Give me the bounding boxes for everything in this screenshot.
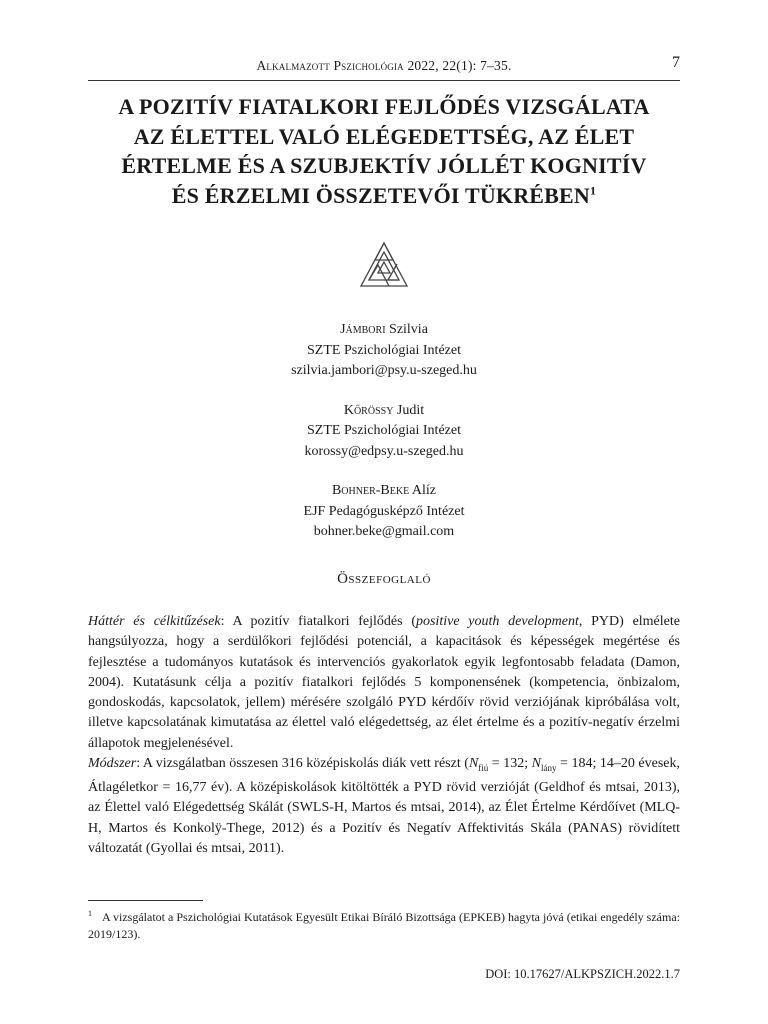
author-affiliation: SZTE Pszichológiai Intézet — [307, 423, 461, 438]
text-run: = 132; — [488, 756, 532, 772]
n-subscript: fiú — [478, 762, 489, 773]
author-email[interactable]: bohner.beke@gmail.com — [313, 524, 455, 539]
author-email[interactable]: korossy@edpsy.u-szeged.hu — [304, 443, 464, 459]
article-title — [70, 92, 698, 210]
author-email[interactable]: szilvia.jambori@psy.u-szeged.hu — [291, 363, 477, 378]
n-symbol: N — [531, 756, 542, 772]
term: positive youth development — [415, 614, 579, 629]
author-given-name: Judit — [396, 402, 425, 418]
text-run: = 184; 14–20 évesek, Átlagéletkor = 16,77 év). A középiskolások kitöltötték a PYD rövid verzióját (Geldhof és mtsai, 2013), az Élettel való Elégedettség Skálát (SWLS-H, Martos és mtsai, 2014), az Élet Értelme Kérdőívet (MLQ-H, Martos és Konkolÿ-Thege, 2012) és a Pozitív és Negatív Affektivitás Skála (PANAS) rövidített változatát (Gyollai és mtsai, 2011). — [88, 756, 681, 857]
author-name — [88, 481, 680, 502]
author-surname: Bohner-Beke — [331, 483, 410, 498]
running-header — [88, 54, 680, 81]
author-affiliation: SZTE Pszichológiai Intézet — [307, 342, 461, 358]
abstract-heading: Összefoglaló — [337, 571, 431, 587]
footnote-mark: 1 — [88, 909, 92, 918]
title-line: AZ ÉLETTEL VALÓ ELÉGEDETTSÉG, AZ ÉLET — [133, 123, 635, 149]
author-name — [88, 401, 680, 422]
title-line — [70, 181, 698, 211]
author-block — [88, 320, 680, 562]
n-subscript: lány — [541, 762, 557, 773]
title-line: ÉRTELME ÉS A SZUBJEKTÍV JÓLLÉT KOGNITÍV — [121, 153, 647, 178]
title-footnote-mark: 1 — [590, 183, 597, 198]
author-given-name: Szilvia — [389, 322, 428, 337]
abstract-paragraph-background — [88, 612, 680, 754]
author-affiliation: EJF Pedagógusképző Intézet — [303, 503, 465, 519]
doi[interactable]: DOI: 10.17627/ALKPSZICH.2022.1.7 — [485, 967, 680, 981]
journal-citation: Alkalmazott Pszichológia 2022, 22(1): 7–35. — [256, 58, 512, 73]
n-symbol: N — [468, 756, 479, 772]
text-run: : A vizsgálatban összesen 316 középiskolás diák vett részt ( — [136, 756, 469, 772]
page-number: 7 — [672, 54, 680, 71]
author-surname: Jámbori — [340, 322, 386, 337]
author — [88, 481, 680, 543]
author-surname: Kőrössy — [343, 402, 394, 418]
abstract-body — [88, 612, 680, 859]
section-label: Háttér és célkitűzések — [88, 614, 221, 629]
footnote-rule — [88, 900, 203, 901]
author — [88, 320, 680, 382]
footnote — [88, 906, 680, 942]
author — [88, 401, 680, 463]
author-given-name: Alíz — [411, 483, 437, 498]
title-line-text: ÉS ÉRZELMI ÖSSZETEVŐI TÜKRÉBEN — [171, 182, 591, 208]
footnote-text: A vizsgálatot a Pszichológiai Kutatások Egyesült Etikai Bíráló Bizottsága (EPKEB) hagyta jóvá (etikai engedély száma: 2019/123). — [88, 910, 680, 941]
text-run: : A pozitív fiatalkori fejlődés ( — [220, 614, 416, 629]
title-line: A POZITÍV FIATALKORI FEJLŐDÉS VIZSGÁLATA — [118, 94, 650, 119]
section-label: Módszer — [88, 756, 137, 772]
author-name — [88, 320, 680, 341]
triangle-logo-icon — [358, 240, 410, 290]
text-run: , PYD) elmélete hangsúlyozza, hogy a serdülőkori fejlődési potenciál, a kapacitások és képességek megértése és fejlesztése a tudományos kutatások és intervenciós gyakorlatok egyik legfontosabb feladata (Damon, 2004). Kutatásunk célja a pozitív fiatalkori fejlődés 5 komponensének (kompetencia, önbizalom, gondoskodás, kapcsolatok, jellem) mérésére szolgáló PYD kérdőív rövid verziójának kipróbálása volt, illetve kapcsolatának kimutatása az élettel való elégedettség, az élet értelme és a pozitív-negatív érzelmi állapotok megjelenésével. — [88, 614, 680, 751]
abstract-paragraph-method — [88, 754, 680, 859]
